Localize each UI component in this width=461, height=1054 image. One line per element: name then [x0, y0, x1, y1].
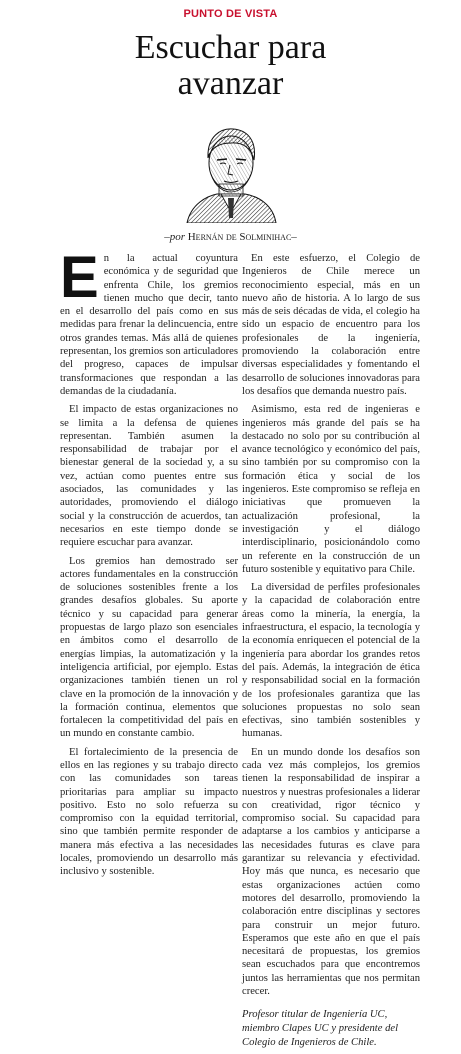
article-paragraph: La diversidad de perfiles profesionales y la capacidad de colaboración entre áreas como la minería, la energía, la infraestructura, el espacio, la tecnología y la economía enriquecen el potencial de la ingeniería para abordar los grandes retos del país. Además, la integración de ética y responsabilidad social en la formación de los profesionales garantiza que las soluciones propuestas no solo sean efectivas, sino también sostenibles y humanas. [242, 582, 420, 740]
byline [0, 231, 461, 243]
article-paragraph: El impacto de estas organizaciones no se limita a la defensa de quienes representan. También asumen la responsabilidad de trabajar por el bienestar general de la sociedad y, a su vez, actúan como puentes entre sus asociados, las comunidades y las autoridades, promoviendo el diálogo social y la construcción de acuerdos, tan necesarios en este tiempo donde se requiere escuchar para avanzar. [60, 404, 238, 549]
author-note: Profesor titular de Ingeniería UC, miembro Clapes UC y presidente del Colegio de Ingenieros de Chile. [242, 1009, 399, 1048]
headline-line-2: avanzar [177, 65, 284, 102]
article-paragraph: En la actual coyuntura económica y de seguridad que enfrenta Chile, los gremios tienen mucho que decir, tanto en el desarrollo del país como en sus medidas para frenar la delincuencia, entre otros grandes temas. Más allá de quienes representan, los gremios son articuladores del progreso, capaces de impulsar transformaciones que respondan a las demandas de la ciudadanía. [60, 245, 238, 397]
article-paragraph: En un mundo donde los desafíos son cada vez más complejos, los gremios tienen la responsabilidad de inspirar a nuestros y nuestras profesionales a liderar con creatividad, rigor técnico y compromiso social. Su capacidad para adaptarse a los cambios y anticiparse a las necesidades futuras es clave para garantizar su relevancia y efectividad. Hoy más que nunca, es necesario que estas organizaciones actúen como motores del desarrollo, promoviendo la colaboración entre disciplinas y sectores para construir un mejor futuro. Esperamos que este año en que el país necesitará de propuestas, los gremios sean escuchados para que encontremos juntos las herramientas que nos permitan crecer. [242, 746, 420, 998]
article-paragraph: Los gremios han demostrado ser actores fundamentales en la construcción de soluciones sostenibles frente a los grandes desafíos globales. Su aporte técnico y su capacidad para generar propuestas de largo plazo son esenciales en ámbitos como el desarrollo de energías limpias, la automatización y la inteligencia artificial, por ejemplo. Estas organizaciones también tienen un rol clave en la promoción de la innovación y la formación continua, elementos que fortalecen la competitividad del país en un mundo en constante cambio. [60, 555, 238, 740]
headline-line-1: Escuchar para [134, 29, 327, 66]
author-portrait [181, 118, 281, 223]
dropcap: E [60, 245, 99, 310]
byline-prefix: –por [164, 231, 185, 243]
article-paragraph: El fortalecimiento de la presencia de ellos en las regiones y su trabajo directo con las comunidades son tareas prioritarias para ampliar su impacto positivo. Esto no solo refuerza su compromiso con la equidad territorial, sino que también permite responder de manera más efectiva a las necesidades locales, promoviendo un desarrollo más inclusivo y sostenible. [60, 746, 238, 878]
byline-suffix: – [291, 231, 297, 243]
author-name: Hernán de Solminihac [187, 231, 292, 243]
headline [0, 30, 461, 102]
column-right [242, 252, 420, 1054]
article-paragraph: En este esfuerzo, el Colegio de Ingenieros de Chile merece un reconocimiento especial, más en un nuevo año de historia. A lo largo de sus más de seis décadas de vida, el colegio ha sido un espacio de encuentro para los profesionales de la ingeniería, promoviendo la colaboración entre diversas especialidades y fomentando el desarrollo de soluciones innovadoras para los desafíos que demanda nuestro país. [242, 253, 420, 397]
column-left [60, 245, 238, 884]
section-label: PUNTO DE VISTA [183, 8, 278, 20]
article-paragraph: Asimismo, esta red de ingenieras e ingenieros más grande del país se ha destacado no solo por su contribución al avance tecnológico y económico del país, sino también por su compromiso con la formación ética y social de los ingenieros. Este compromiso se refleja en iniciativas que promueven la actualización profesional, la investigación y el diálogo interdisciplinario, posicionándolo como un referente en la construcción de un futuro sostenible y equitativo para Chile. [242, 404, 420, 575]
